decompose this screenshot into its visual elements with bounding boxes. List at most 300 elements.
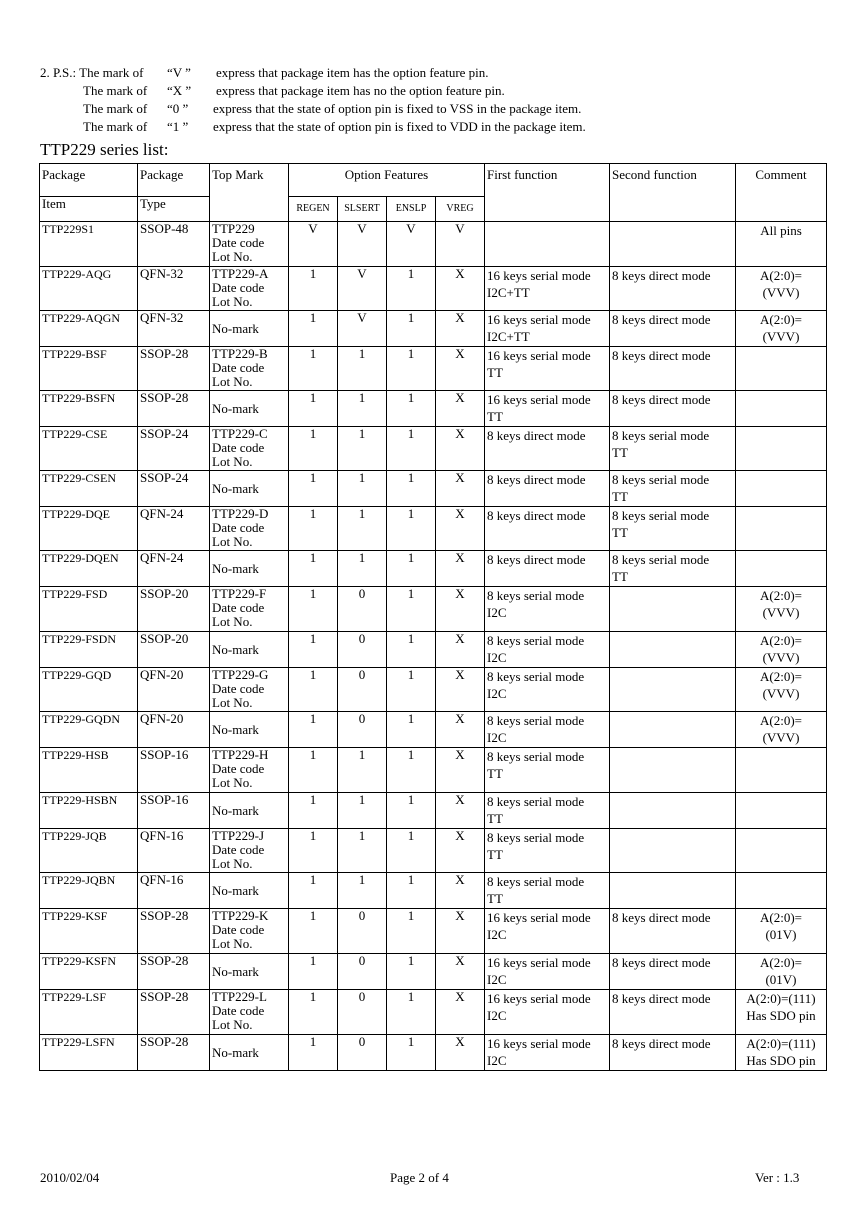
cell-option-vreg: X (436, 632, 485, 668)
second-function-line: 8 keys direct mode (612, 1036, 711, 1051)
table-row (40, 712, 827, 748)
cell-package-item: TTP229S1 (40, 222, 138, 267)
cell-option-slsert: 1 (338, 507, 387, 551)
top-mark-line: Lot No. (212, 294, 253, 309)
top-mark-line: Lot No. (212, 249, 253, 264)
top-mark-line: Lot No. (212, 374, 253, 389)
cell-option-vreg: X (436, 391, 485, 427)
cell-package-item: TTP229-HSBN (40, 793, 138, 829)
first-function-line: 16 keys serial mode (487, 348, 591, 363)
first-function-line: I2C (487, 927, 507, 942)
cell-option-enslp: 1 (387, 668, 436, 712)
cell-package-type: SSOP-20 (138, 632, 210, 668)
cell-option-regen: 1 (289, 793, 338, 829)
cell-option-slsert: 1 (338, 551, 387, 587)
legend-mark: “V ” (167, 65, 191, 80)
cell-option-regen: 1 (289, 954, 338, 990)
cell-option-enslp: 1 (387, 632, 436, 668)
cell-package-type: SSOP-16 (138, 748, 210, 793)
series-table (39, 163, 827, 1071)
second-function-line: 8 keys direct mode (612, 991, 711, 1006)
second-function-line: 8 keys serial mode (612, 508, 710, 523)
cell-second-function (610, 1035, 736, 1071)
top-mark-line: Lot No. (212, 695, 253, 710)
cell-option-regen: 1 (289, 391, 338, 427)
top-mark-line: TTP229-J (212, 828, 264, 843)
first-function-line: 8 keys serial mode (487, 633, 585, 648)
cell-second-function (610, 391, 736, 427)
top-mark-line: TTP229-L (212, 989, 267, 1004)
cell-option-slsert: 1 (338, 391, 387, 427)
first-function-line: 8 keys direct mode (487, 508, 586, 523)
cell-second-function (610, 551, 736, 587)
first-function-line: 8 keys serial mode (487, 874, 585, 889)
cell-option-slsert: 0 (338, 587, 387, 632)
header-second-function: Second function (610, 164, 736, 222)
cell-option-enslp: 1 (387, 471, 436, 507)
cell-second-function (610, 909, 736, 954)
cell-option-regen: 1 (289, 551, 338, 587)
cell-first-function (485, 587, 610, 632)
cell-second-function (610, 668, 736, 712)
second-function-line: 8 keys direct mode (612, 955, 711, 970)
top-mark-line: Lot No. (212, 1017, 253, 1032)
cell-first-function (485, 909, 610, 954)
cell-option-slsert: 0 (338, 909, 387, 954)
cell-option-enslp: 1 (387, 391, 436, 427)
cell-first-function (485, 712, 610, 748)
header-package-item: Package (40, 164, 138, 197)
comment-line: A(2:0)= (760, 268, 802, 283)
cell-package-type: QFN-16 (138, 829, 210, 873)
first-function-line: TT (487, 766, 503, 781)
first-function-line: I2C+TT (487, 329, 530, 344)
comment-line: (VVV) (762, 285, 800, 300)
cell-package-item: TTP229-AQG (40, 267, 138, 311)
footer-version: Ver : 1.3 (755, 1170, 800, 1185)
first-function-line: I2C (487, 650, 507, 665)
table-row (40, 1035, 827, 1071)
table-row (40, 427, 827, 471)
cell-option-enslp: 1 (387, 507, 436, 551)
cell-option-enslp: V (387, 222, 436, 267)
top-mark-line: Date code (212, 440, 265, 455)
cell-comment (736, 427, 827, 471)
comment-line: A(2:0)= (760, 633, 802, 648)
table-row (40, 551, 827, 587)
first-function-line: 8 keys serial mode (487, 749, 585, 764)
top-mark-line: TTP229-B (212, 346, 268, 361)
cell-package-item: TTP229-FSDN (40, 632, 138, 668)
cell-top-mark (210, 909, 289, 954)
cell-package-type: QFN-32 (138, 311, 210, 347)
cell-option-slsert: 0 (338, 632, 387, 668)
cell-option-enslp: 1 (387, 829, 436, 873)
cell-package-type: QFN-20 (138, 668, 210, 712)
cell-option-enslp: 1 (387, 712, 436, 748)
table-row (40, 311, 827, 347)
first-function-line: 8 keys direct mode (487, 472, 586, 487)
header-package-type: Package (138, 164, 210, 197)
cell-top-mark (210, 990, 289, 1035)
cell-first-function (485, 222, 610, 267)
table-row (40, 632, 827, 668)
cell-second-function (610, 587, 736, 632)
cell-option-enslp: 1 (387, 909, 436, 954)
cell-option-slsert: V (338, 267, 387, 311)
cell-package-item: TTP229-FSD (40, 587, 138, 632)
first-function-line: 16 keys serial mode (487, 910, 591, 925)
first-function-line: I2C (487, 686, 507, 701)
cell-package-item: TTP229-JQBN (40, 873, 138, 909)
cell-package-item: TTP229-DQE (40, 507, 138, 551)
cell-option-regen: 1 (289, 909, 338, 954)
second-function-line: 8 keys direct mode (612, 392, 711, 407)
cell-package-type: QFN-16 (138, 873, 210, 909)
cell-option-vreg: X (436, 267, 485, 311)
comment-line: (01V) (765, 972, 797, 987)
cell-option-vreg: X (436, 712, 485, 748)
cell-option-enslp: 1 (387, 311, 436, 347)
top-mark-line: Lot No. (212, 856, 253, 871)
cell-package-item: TTP229-BSF (40, 347, 138, 391)
cell-second-function (610, 990, 736, 1035)
cell-option-regen: 1 (289, 587, 338, 632)
first-function-line: TT (487, 891, 503, 906)
cell-first-function (485, 829, 610, 873)
cell-option-slsert: 1 (338, 793, 387, 829)
cell-option-vreg: X (436, 551, 485, 587)
top-mark-line: Date code (212, 681, 265, 696)
second-function-line: 8 keys direct mode (612, 312, 711, 327)
legend-text: express that package item has no the option feature pin. (216, 83, 505, 98)
top-mark-line: No-mark (212, 882, 259, 898)
cell-package-type: SSOP-28 (138, 909, 210, 954)
cell-second-function (610, 347, 736, 391)
footer-date: 2010/02/04 (40, 1170, 100, 1185)
top-mark-line: Date code (212, 1003, 265, 1018)
top-mark-line: Date code (212, 360, 265, 375)
cell-top-mark (210, 1035, 289, 1071)
first-function-line: I2C+TT (487, 285, 530, 300)
cell-package-type: SSOP-28 (138, 391, 210, 427)
cell-top-mark (210, 954, 289, 990)
cell-package-item: TTP229-JQB (40, 829, 138, 873)
top-mark-line: No-mark (212, 480, 259, 496)
first-function-line: 16 keys serial mode (487, 1036, 591, 1051)
cell-comment (736, 347, 827, 391)
cell-top-mark (210, 311, 289, 347)
cell-comment (736, 391, 827, 427)
top-mark-line: Date code (212, 922, 265, 937)
cell-option-regen: V (289, 222, 338, 267)
top-mark-line: TTP229-C (212, 426, 268, 441)
cell-option-regen: 1 (289, 267, 338, 311)
cell-second-function (610, 427, 736, 471)
cell-comment (736, 632, 827, 668)
cell-option-vreg: X (436, 507, 485, 551)
comment-line: A(2:0)= (760, 588, 802, 603)
cell-package-item: TTP229-BSFN (40, 391, 138, 427)
legend-lead: 2. P.S.: The mark of (40, 65, 144, 80)
cell-top-mark (210, 391, 289, 427)
option-legend (40, 64, 840, 136)
cell-option-vreg: X (436, 990, 485, 1035)
cell-second-function (610, 793, 736, 829)
cell-comment (736, 471, 827, 507)
cell-first-function (485, 990, 610, 1035)
legend-lead: The mark of (83, 101, 148, 116)
cell-package-item: TTP229-CSE (40, 427, 138, 471)
cell-package-item: TTP229-CSEN (40, 471, 138, 507)
cell-option-vreg: X (436, 829, 485, 873)
cell-option-slsert: 0 (338, 712, 387, 748)
first-function-line: 8 keys serial mode (487, 713, 585, 728)
first-function-line: I2C (487, 605, 507, 620)
cell-option-regen: 1 (289, 311, 338, 347)
cell-package-item: TTP229-HSB (40, 748, 138, 793)
cell-package-type: SSOP-20 (138, 587, 210, 632)
top-mark-line: Date code (212, 761, 265, 776)
cell-package-type: QFN-24 (138, 507, 210, 551)
top-mark-line: No-mark (212, 320, 259, 336)
cell-package-type: QFN-20 (138, 712, 210, 748)
cell-top-mark (210, 632, 289, 668)
top-mark-line: Date code (212, 842, 265, 857)
top-mark-line: No-mark (212, 400, 259, 416)
cell-option-enslp: 1 (387, 551, 436, 587)
comment-line: (01V) (765, 927, 797, 942)
cell-comment (736, 1035, 827, 1071)
second-function-line: TT (612, 489, 628, 504)
cell-option-slsert: 1 (338, 748, 387, 793)
cell-top-mark (210, 267, 289, 311)
first-function-line: 8 keys serial mode (487, 794, 585, 809)
cell-first-function (485, 391, 610, 427)
cell-top-mark (210, 748, 289, 793)
cell-package-item: TTP229-AQGN (40, 311, 138, 347)
header-option-vreg: VREG (436, 197, 485, 222)
comment-line: (VVV) (762, 605, 800, 620)
cell-first-function (485, 668, 610, 712)
cell-top-mark (210, 587, 289, 632)
legend-text: express that the state of option pin is fixed to VSS in the package item. (213, 101, 582, 116)
first-function-line: 16 keys serial mode (487, 991, 591, 1006)
cell-package-type: SSOP-16 (138, 793, 210, 829)
cell-package-type: QFN-24 (138, 551, 210, 587)
comment-line: A(2:0)= (760, 910, 802, 925)
cell-option-slsert: 1 (338, 873, 387, 909)
cell-option-regen: 1 (289, 873, 338, 909)
first-function-line: 8 keys serial mode (487, 669, 585, 684)
cell-option-regen: 1 (289, 748, 338, 793)
first-function-line: 8 keys direct mode (487, 428, 586, 443)
cell-top-mark (210, 347, 289, 391)
top-mark-line: Lot No. (212, 614, 253, 629)
cell-package-type: SSOP-24 (138, 471, 210, 507)
top-mark-line: Date code (212, 520, 265, 535)
cell-first-function (485, 347, 610, 391)
comment-line: A(2:0)= (760, 955, 802, 970)
cell-top-mark (210, 551, 289, 587)
cell-first-function (485, 632, 610, 668)
first-function-line: I2C (487, 1053, 507, 1068)
cell-second-function (610, 712, 736, 748)
cell-option-vreg: V (436, 222, 485, 267)
table-row (40, 829, 827, 873)
cell-option-vreg: X (436, 793, 485, 829)
cell-comment (736, 311, 827, 347)
comment-line: (VVV) (762, 686, 800, 701)
cell-second-function (610, 748, 736, 793)
cell-option-slsert: 0 (338, 668, 387, 712)
comment-line: A(2:0)= (760, 312, 802, 327)
top-mark-line: No-mark (212, 560, 259, 576)
cell-option-vreg: X (436, 471, 485, 507)
cell-package-item: TTP229-DQEN (40, 551, 138, 587)
cell-package-item: TTP229-KSFN (40, 954, 138, 990)
cell-package-type: QFN-32 (138, 267, 210, 311)
cell-option-regen: 1 (289, 990, 338, 1035)
header-top-mark: Top Mark (210, 164, 289, 222)
first-function-line: TT (487, 365, 503, 380)
cell-top-mark (210, 471, 289, 507)
cell-comment (736, 748, 827, 793)
cell-option-slsert: 0 (338, 954, 387, 990)
comment-line: A(2:0)=(111) (746, 991, 816, 1006)
cell-option-enslp: 1 (387, 990, 436, 1035)
cell-comment (736, 829, 827, 873)
header-package-type-sub: Type (138, 197, 210, 222)
top-mark-line: No-mark (212, 1044, 259, 1060)
cell-comment (736, 668, 827, 712)
cell-package-type: SSOP-28 (138, 1035, 210, 1071)
cell-comment (736, 267, 827, 311)
comment-line: Has SDO pin (746, 1008, 816, 1023)
cell-option-vreg: X (436, 1035, 485, 1071)
cell-option-vreg: X (436, 427, 485, 471)
legend-row-1 (40, 118, 840, 136)
table-row (40, 748, 827, 793)
cell-package-type: SSOP-28 (138, 990, 210, 1035)
series-table-body (40, 222, 827, 1071)
comment-line: (VVV) (762, 329, 800, 344)
first-function-line: 16 keys serial mode (487, 392, 591, 407)
table-row (40, 347, 827, 391)
cell-package-item: TTP229-GQD (40, 668, 138, 712)
header-comment: Comment (736, 164, 827, 222)
cell-package-item: TTP229-GQDN (40, 712, 138, 748)
second-function-line: 8 keys direct mode (612, 268, 711, 283)
cell-option-vreg: X (436, 668, 485, 712)
cell-option-slsert: 0 (338, 1035, 387, 1071)
cell-option-regen: 1 (289, 829, 338, 873)
top-mark-line: Lot No. (212, 534, 253, 549)
first-function-line: TT (487, 847, 503, 862)
cell-option-regen: 1 (289, 668, 338, 712)
cell-comment (736, 551, 827, 587)
cell-first-function (485, 748, 610, 793)
first-function-line: 8 keys direct mode (487, 552, 586, 567)
cell-second-function (610, 471, 736, 507)
top-mark-line: TTP229-G (212, 667, 269, 682)
first-function-line: 16 keys serial mode (487, 268, 591, 283)
cell-comment (736, 873, 827, 909)
table-row (40, 471, 827, 507)
cell-first-function (485, 551, 610, 587)
top-mark-line: Lot No. (212, 775, 253, 790)
legend-lead: The mark of (83, 83, 148, 98)
second-function-line: 8 keys direct mode (612, 348, 711, 363)
cell-option-regen: 1 (289, 507, 338, 551)
cell-first-function (485, 311, 610, 347)
cell-package-type: SSOP-24 (138, 427, 210, 471)
cell-option-enslp: 1 (387, 1035, 436, 1071)
section-title: TTP229 series list: (40, 140, 169, 159)
comment-line: Has SDO pin (746, 1053, 816, 1068)
cell-option-slsert: V (338, 311, 387, 347)
cell-second-function (610, 267, 736, 311)
cell-top-mark (210, 873, 289, 909)
cell-option-regen: 1 (289, 471, 338, 507)
first-function-line: 16 keys serial mode (487, 312, 591, 327)
cell-option-enslp: 1 (387, 347, 436, 391)
cell-option-vreg: X (436, 909, 485, 954)
header-option-features: Option Features (289, 164, 485, 197)
first-function-line: 8 keys serial mode (487, 588, 585, 603)
table-row (40, 954, 827, 990)
top-mark-line: No-mark (212, 963, 259, 979)
comment-line: A(2:0)= (760, 669, 802, 684)
table-row (40, 668, 827, 712)
second-function-line: TT (612, 525, 628, 540)
first-function-line: I2C (487, 972, 507, 987)
second-function-line: 8 keys serial mode (612, 428, 710, 443)
table-row (40, 222, 827, 267)
top-mark-line: Date code (212, 600, 265, 615)
cell-comment (736, 222, 827, 267)
cell-first-function (485, 507, 610, 551)
cell-top-mark (210, 222, 289, 267)
cell-option-enslp: 1 (387, 873, 436, 909)
second-function-line: 8 keys serial mode (612, 552, 710, 567)
header-package-item-sub: Item (40, 197, 138, 222)
cell-option-enslp: 1 (387, 587, 436, 632)
cell-second-function (610, 954, 736, 990)
cell-second-function (610, 632, 736, 668)
cell-comment (736, 712, 827, 748)
comment-line: A(2:0)=(111) (746, 1036, 816, 1051)
cell-second-function (610, 507, 736, 551)
top-mark-line: TTP229-K (212, 908, 269, 923)
first-function-line: I2C (487, 730, 507, 745)
legend-lead: The mark of (83, 119, 148, 134)
legend-mark: “0 ” (167, 101, 189, 116)
cell-first-function (485, 1035, 610, 1071)
cell-first-function (485, 954, 610, 990)
cell-package-type: SSOP-48 (138, 222, 210, 267)
legend-text: express that the state of option pin is fixed to VDD in the package item. (213, 119, 586, 134)
header-first-function: First function (485, 164, 610, 222)
cell-option-enslp: 1 (387, 267, 436, 311)
cell-second-function (610, 873, 736, 909)
cell-package-type: SSOP-28 (138, 347, 210, 391)
top-mark-line: TTP229-A (212, 266, 269, 281)
comment-line: A(2:0)= (760, 713, 802, 728)
cell-comment (736, 793, 827, 829)
table-row (40, 391, 827, 427)
cell-option-vreg: X (436, 587, 485, 632)
